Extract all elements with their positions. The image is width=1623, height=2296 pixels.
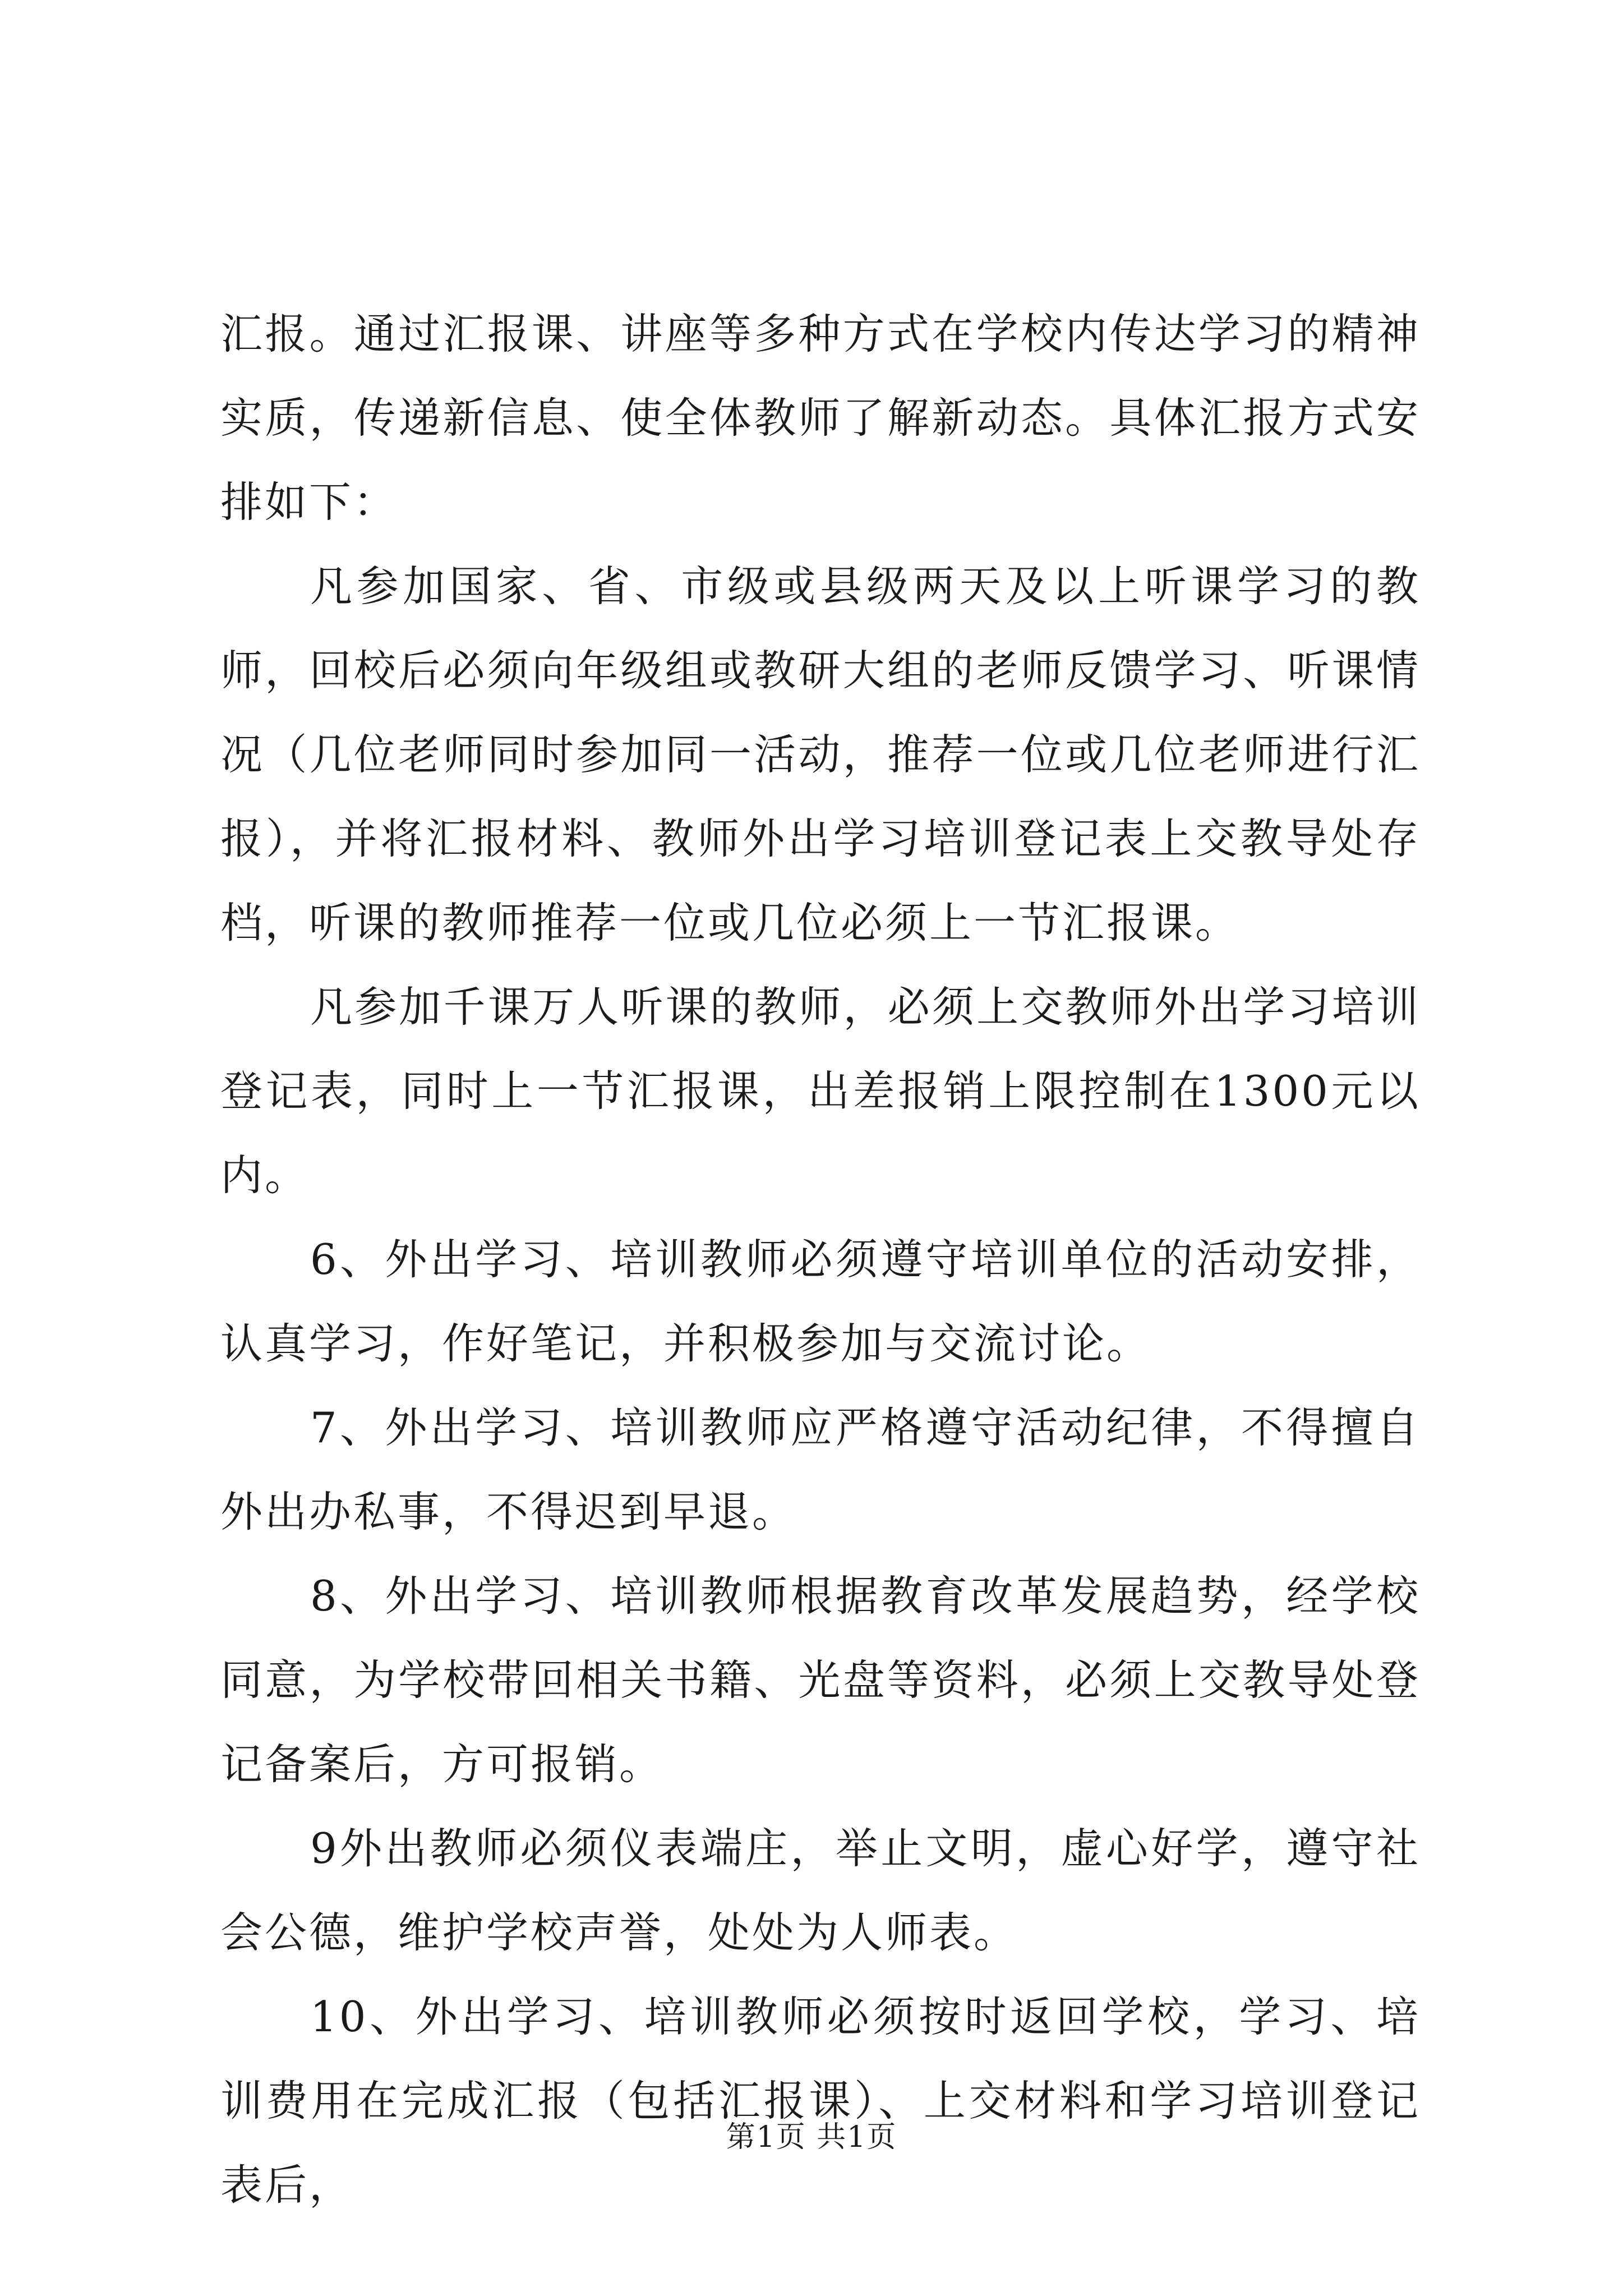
paragraph-item-10: 10、外出学习、培训教师必须按时返回学校，学习、培训费用在完成汇报（包括汇报课）、上交材料和学习培训登记表后， [220, 1992, 1421, 2210]
page-footer [0, 2118, 1623, 2157]
paragraph-item-6: 6、外出学习、培训教师必须遵守培训单位的活动安排，认真学习，作好笔记，并积极参加与交流讨论。 [220, 1235, 1421, 1368]
paragraph-qianke-wanren: 凡参加千课万人听课的教师，必须上交教师外出学习培训登记表，同时上一节汇报课，出差报销上限控制在1300元以内。 [220, 982, 1421, 1200]
document-body [220, 292, 1421, 2227]
paragraph-national-provincial: 凡参加国家、省、市级或县级两天及以上听课学习的教师，回校后必须向年级组或教研大组的老师反馈学习、听课情况（几位老师同时参加同一活动，推荐一位或几位老师进行汇报），并将汇报材料、教师外出学习培训登记表上交教导处存档，听课的教师推荐一位或几位必须上一节汇报课。 [220, 562, 1421, 947]
paragraph-item-8: 8、外出学习、培训教师根据教育改革发展趋势，经学校同意，为学校带回相关书籍、光盘等资料，必须上交教导处登记备案后，方可报销。 [220, 1571, 1421, 1789]
paragraph-item-9: 9外出教师必须仪表端庄，举止文明，虚心好学，遵守社会公德，维护学校声誉，处处为人师表。 [220, 1824, 1421, 1957]
page-number-label: 第1页 共1页 [726, 2120, 897, 2154]
paragraph-item-7: 7、外出学习、培训教师应严格遵守活动纪律，不得擅自外出办私事，不得迟到早退。 [220, 1403, 1421, 1536]
paragraph-continuation: 汇报。通过汇报课、讲座等多种方式在学校内传达学习的精神实质，传递新信息、使全体教师了解新动态。具体汇报方式安排如下： [220, 309, 1421, 527]
